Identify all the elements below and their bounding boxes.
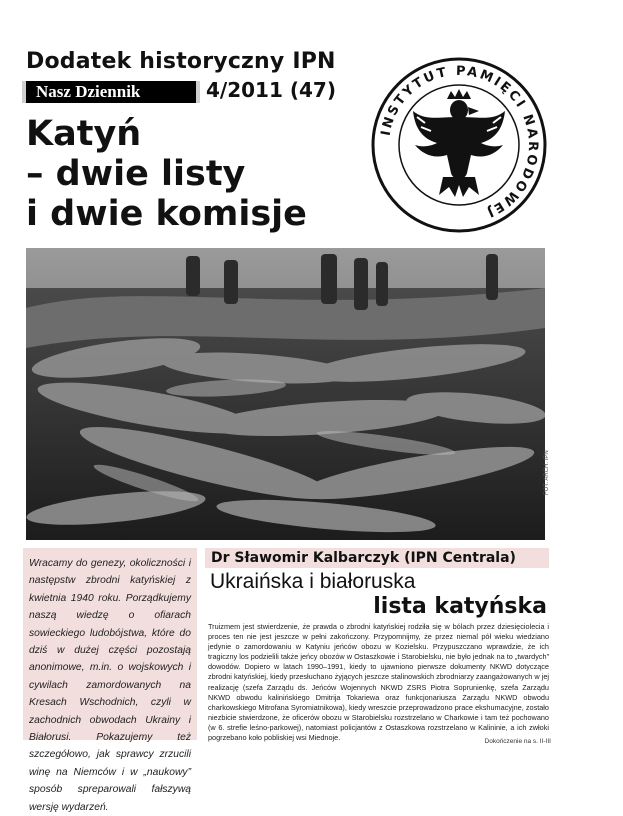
headline-line-1: Katyń bbox=[26, 114, 142, 154]
newspaper-masthead: Nasz Dziennik bbox=[26, 81, 196, 103]
issue-number: 4/2011 (47) bbox=[206, 78, 336, 102]
ipn-seal bbox=[369, 55, 549, 235]
intro-box bbox=[23, 548, 197, 813]
article-body: Truizmem jest stwierdzenie, że prawda o zbrodni katyńskiej rodziła się w bólach przez dziesięciolecia i proces ten nie jest jeszcze w pełni zakończony. Przypomnijmy, że przez niemal pół wieku wiedziano jedynie o zamordowaniu w Katyniu jeńców obozu w Kozielsku. Przypuszczano wprawdzie, że ich tragiczny los podzielili także jeńcy obozów w Ostaszkowie i Starobielsku, nie było jednak na to „twardych” dowodów. Dopiero w latach 1990–1991, kiedy to ujawniono pierwsze dokumenty NKWD dotyczące zbrodni katyńskiej, kiedy przesłuchano żyjących jeszcze stalinowskich zbrodniarzy zaangażowanych w jej realizację (szefa Zarządu ds. Jeńców Wojennych NKWD ZSRS Piotra Soprunienkę, szefa Zarządu NKWD obwodu kalinińskiego Dmitrija Tokariewa oraz funkcjonariusza Zarządu NKWD obwodu charkowskiego Mitrofana Syromiatnikowa), kiedy wreszcie przeprowadzono prace ekshumacyjne, zostało niezbicie stwierdzone, że oficerów obozu w Starobielsku rozstrzelano w Charkowie i tam też pochowano (w 6. strefie leśno-parkowej), natomiast policjantów z Ostaszkowa rozstrzelano w Kalininie, a ich zwłoki pogrzebano koło pobliskiej wsi Miednoje. bbox=[208, 622, 549, 743]
supplement-title: Dodatek historyczny IPN bbox=[26, 49, 336, 74]
intro-text: Wracamy do genezy, okoliczności i następstw zbrodni katyńskiej z kwietnia 1940 roku. Porządkujemy naszą wiedzę o ofiarach sowieckiego ludobójstwa, które do dziś w dużej części pozostają anonimowe, m.in. o wojskowych i cywilach zamordowanych na Kresach Wschodnich, czyli w zachodnich obwodach Ukrainy i Białorusi. Pokazujemy też szczegółowo, jak sprawcy zrzucili winę na Niemców i w „naukowy” sposób spreparowali fałszywą wersję wydarzeń. bbox=[29, 558, 191, 813]
article-subtitle-top: Ukraińska i białoruska bbox=[210, 570, 416, 593]
headline-line-3: i dwie komisje bbox=[26, 194, 307, 234]
headline-line-2: – dwie listy bbox=[26, 154, 246, 194]
seal-ring-text: INSTYTUT PAMIĘCI NARODOWEJ bbox=[378, 63, 541, 221]
article-author: Dr Sławomir Kalbarczyk (IPN Centrala) bbox=[211, 550, 516, 566]
photo-credit: FOT. ARCH. IPN bbox=[544, 450, 550, 495]
continued-note: Dokończenie na s. II-III bbox=[484, 738, 551, 745]
exhumation-photo bbox=[26, 248, 545, 540]
headline bbox=[26, 114, 307, 234]
article-title: lista katyńska bbox=[373, 594, 547, 619]
